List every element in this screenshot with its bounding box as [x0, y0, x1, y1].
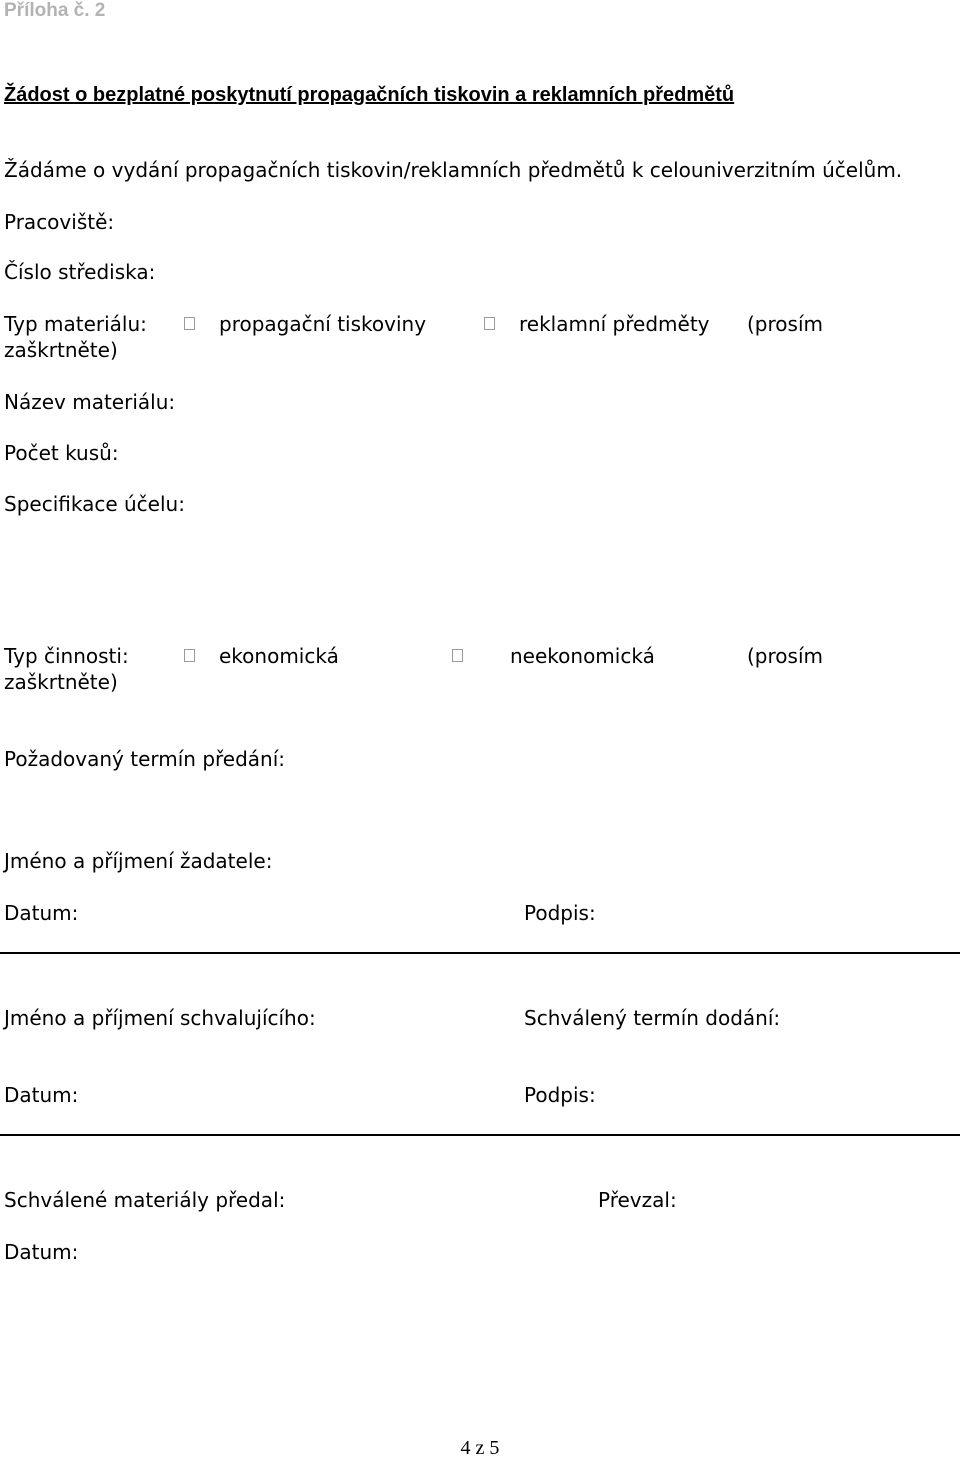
approver-name-label: Jméno a příjmení schvalujícího:	[4, 1006, 316, 1030]
please-check-note-2: (prosím	[747, 644, 823, 668]
date-label-3: Datum:	[4, 1240, 79, 1264]
form-title: Žádost o bezplatné poskytnutí propagačních tiskovin a reklamních předmětů	[4, 84, 735, 106]
material-items-checkbox[interactable]	[484, 317, 495, 330]
workplace-label: Pracoviště:	[4, 210, 115, 234]
received-label: Převzal:	[598, 1188, 677, 1212]
date-label-2: Datum:	[4, 1083, 79, 1107]
please-check-note: (prosím	[747, 312, 823, 336]
quantity-label: Počet kusů:	[4, 441, 119, 465]
material-option-promo: propagační tiskoviny	[219, 312, 427, 336]
intro-text: Žádáme o vydání propagačních tiskovin/reklamních předmětů k celouniverzitním účelům.	[4, 158, 903, 182]
activity-option-economic: ekonomická	[219, 644, 339, 668]
center-number-label: Číslo střediska:	[4, 260, 156, 284]
signature-label-2: Podpis:	[524, 1083, 596, 1107]
handed-over-label: Schválené materiály předal:	[4, 1188, 286, 1212]
material-type-label: Typ materiálu:	[4, 312, 147, 336]
material-promo-checkbox[interactable]	[184, 317, 195, 330]
approved-delivery-label: Schválený termín dodání:	[524, 1006, 781, 1030]
signature-label-1: Podpis:	[524, 901, 596, 925]
purpose-label: Specifikace účelu:	[4, 492, 185, 516]
annex-label: Příloha č. 2	[4, 0, 106, 21]
section-divider-1	[0, 952, 960, 954]
please-check-note-cont: zaškrtněte)	[4, 338, 118, 362]
requested-date-label: Požadovaný termín předání:	[4, 747, 286, 771]
activity-type-label: Typ činnosti:	[4, 644, 129, 668]
page-number: 4 z 5	[460, 1437, 500, 1459]
please-check-note-2-cont: zaškrtněte)	[4, 670, 118, 694]
material-name-label: Název materiálu:	[4, 390, 176, 414]
section-divider-2	[0, 1134, 960, 1136]
date-label-1: Datum:	[4, 901, 79, 925]
applicant-name-label: Jméno a příjmení žadatele:	[4, 849, 273, 873]
activity-economic-checkbox[interactable]	[184, 649, 195, 662]
material-option-items: reklamní předměty	[519, 312, 710, 336]
activity-option-noneconomic: neekonomická	[510, 644, 655, 668]
activity-noneconomic-checkbox[interactable]	[452, 649, 463, 662]
